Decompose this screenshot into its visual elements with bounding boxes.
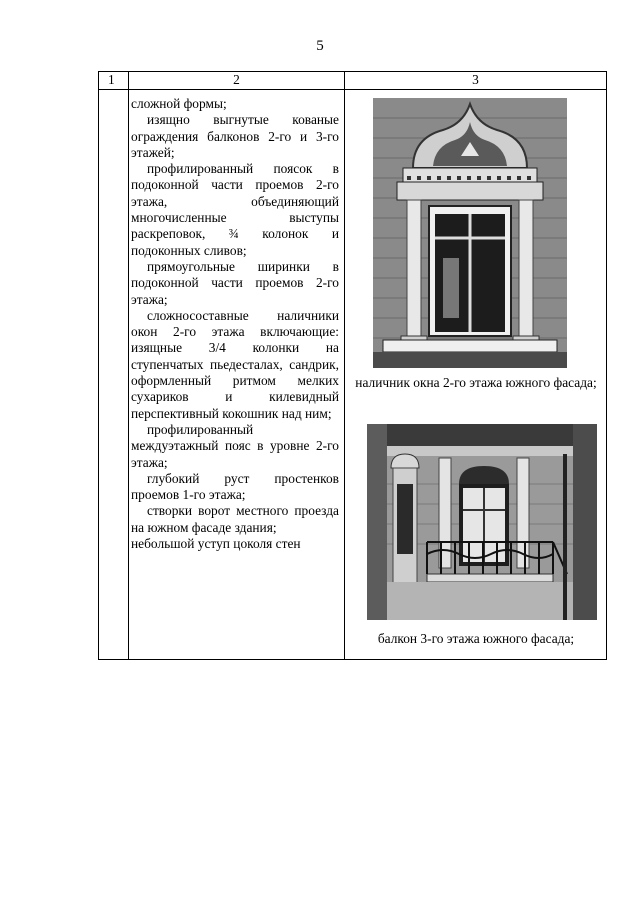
table-body-row: [99, 90, 607, 660]
window-surround-caption: наличник окна 2-го этажа южного фасада;: [355, 375, 597, 390]
feature-paragraph: глубокий руст простенков проемов 1-го этажа;: [131, 470, 339, 503]
page-number: 5: [316, 38, 324, 54]
feature-paragraph: сложносоставные наличники окон 2-го этажа включающие: изящные 3/4 колонки на ступенчатых пьедесталах, сандрик, оформленный ритмом мелких сухариков и килевидный перспективный кокошник над ним;: [131, 307, 339, 421]
column-2-cell: [129, 90, 345, 660]
balcony-photo: [367, 424, 597, 620]
feature-paragraph: створки ворот местного проезда на южном фасаде здания;: [131, 503, 339, 535]
feature-paragraph: профилированный поясок в подоконной части проемов 2-го этажа, объединяющий многочисленные выступы раскреповок, ¾ колонок и подоконных сливов;: [131, 161, 339, 258]
feature-paragraph: изящно выгнутые кованые ограждения балконов 2-го и 3-го этажей;: [131, 112, 339, 160]
column-3-cell: [345, 90, 607, 660]
column-header-2: 2: [129, 72, 345, 90]
feature-paragraph: сложной формы;: [131, 96, 227, 111]
feature-paragraph: профилированный междуэтажный пояс в уровне 2-го этажа;: [131, 421, 339, 470]
heritage-elements-table: [98, 71, 607, 660]
column-1-cell: [99, 90, 129, 660]
column-header-1: 1: [99, 72, 129, 90]
table-header-row: [99, 72, 607, 90]
balcony-caption: балкон 3-го этажа южного фасада;: [377, 631, 575, 646]
window-surround-photo: [373, 98, 567, 368]
column-header-3: 3: [345, 72, 607, 90]
feature-paragraph: небольшой уступ цоколя стен: [131, 536, 301, 552]
feature-paragraph: прямоугольные ширинки в подоконной части проемов 2-го этажа;: [131, 258, 339, 307]
